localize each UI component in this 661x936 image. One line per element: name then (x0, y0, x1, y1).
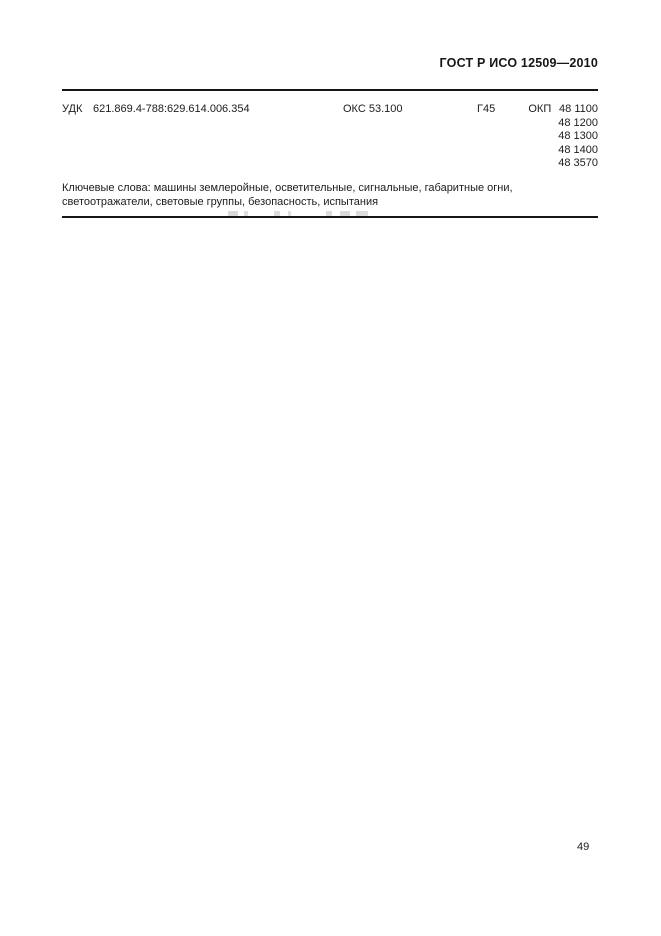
page-number: 49 (577, 841, 590, 853)
keywords-paragraph: Ключевые слова: машины землеройные, осветительные, сигнальные, габаритные огни, светоотражатели, световые группы, безопасность, испытания (62, 182, 513, 209)
okp-label: ОКП (528, 103, 552, 115)
header-divider-rule (62, 89, 598, 91)
g-code: Г45 (477, 103, 496, 115)
okp-block (528, 103, 598, 171)
okp-value: 48 1200 (558, 116, 598, 129)
okp-values-list (558, 103, 598, 171)
okp-value: 48 1300 (558, 130, 598, 142)
udk-label: УДК (62, 103, 83, 115)
udk-value: 621.869.4-788:629.614.006.354 (93, 103, 250, 115)
okp-value: 48 3570 (558, 157, 598, 169)
okp-value: 48 1400 (558, 143, 598, 156)
okp-value: 48 1100 (559, 103, 598, 115)
footer-divider-rule (62, 216, 598, 218)
oks-code: ОКС 53.100 (343, 103, 403, 115)
document-standard-number: ГОСТ Р ИСО 12509—2010 (439, 56, 598, 70)
